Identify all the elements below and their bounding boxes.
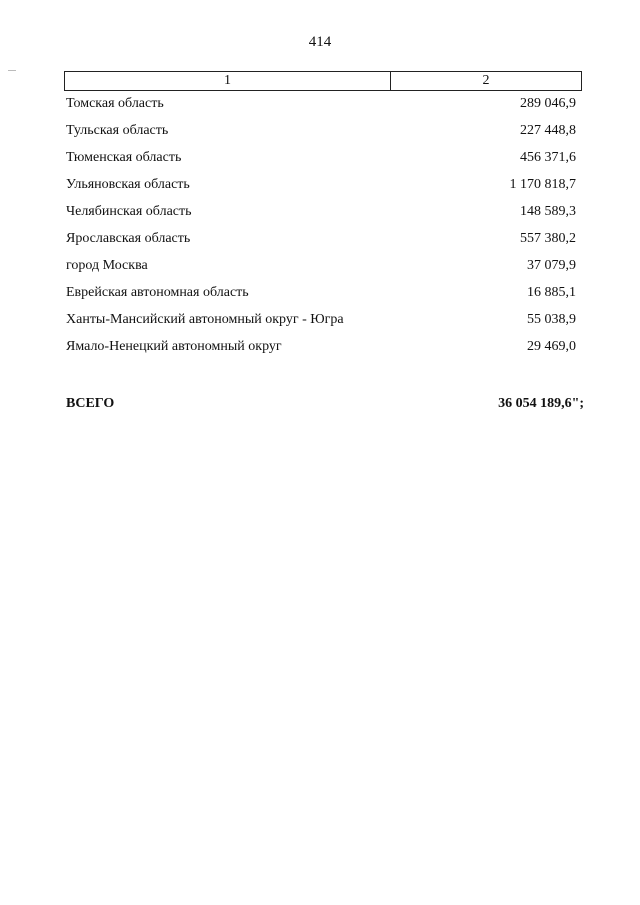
region-name: Ульяновская область	[66, 177, 190, 192]
table-row	[66, 231, 576, 258]
region-amount: 456 371,6	[520, 150, 576, 165]
table-row	[66, 123, 576, 150]
region-amount: 16 885,1	[527, 285, 576, 300]
table-row	[66, 258, 576, 285]
region-amount: 1 170 818,7	[509, 177, 576, 192]
region-name: Еврейская автономная область	[66, 285, 249, 300]
table-header-col-2: 2	[482, 73, 490, 88]
region-name: Тульская область	[66, 123, 169, 138]
region-amount: 37 079,9	[527, 258, 576, 273]
table-body	[66, 96, 576, 366]
region-amount: 289 046,9	[520, 96, 576, 111]
table-row	[66, 339, 576, 366]
region-amount: 557 380,2	[520, 231, 576, 246]
table-row	[66, 285, 576, 312]
region-name: город Москва	[66, 258, 148, 273]
region-name: Ханты-Мансийский автономный округ - Югра	[66, 312, 344, 327]
region-name: Томская область	[66, 96, 164, 111]
table-header	[64, 71, 582, 91]
table-row	[66, 177, 576, 204]
table-row	[66, 204, 576, 231]
table-row	[66, 150, 576, 177]
scan-margin-mark	[8, 70, 16, 71]
region-name: Ямало-Ненецкий автономный округ	[66, 339, 282, 354]
region-amount: 55 038,9	[527, 312, 576, 327]
total-label: ВСЕГО	[66, 396, 115, 411]
page-number: 414	[308, 34, 332, 50]
region-amount: 227 448,8	[520, 123, 576, 138]
total-row	[66, 396, 584, 412]
region-name: Челябинская область	[66, 204, 192, 219]
table-row	[66, 96, 576, 123]
region-amount: 29 469,0	[527, 339, 576, 354]
total-amount: 36 054 189,6";	[498, 396, 584, 411]
region-amount: 148 589,3	[520, 204, 576, 219]
table-header-col-1: 1	[65, 72, 391, 90]
table-row	[66, 312, 576, 339]
region-name: Тюменская область	[66, 150, 182, 165]
region-name: Ярославская область	[66, 231, 191, 246]
